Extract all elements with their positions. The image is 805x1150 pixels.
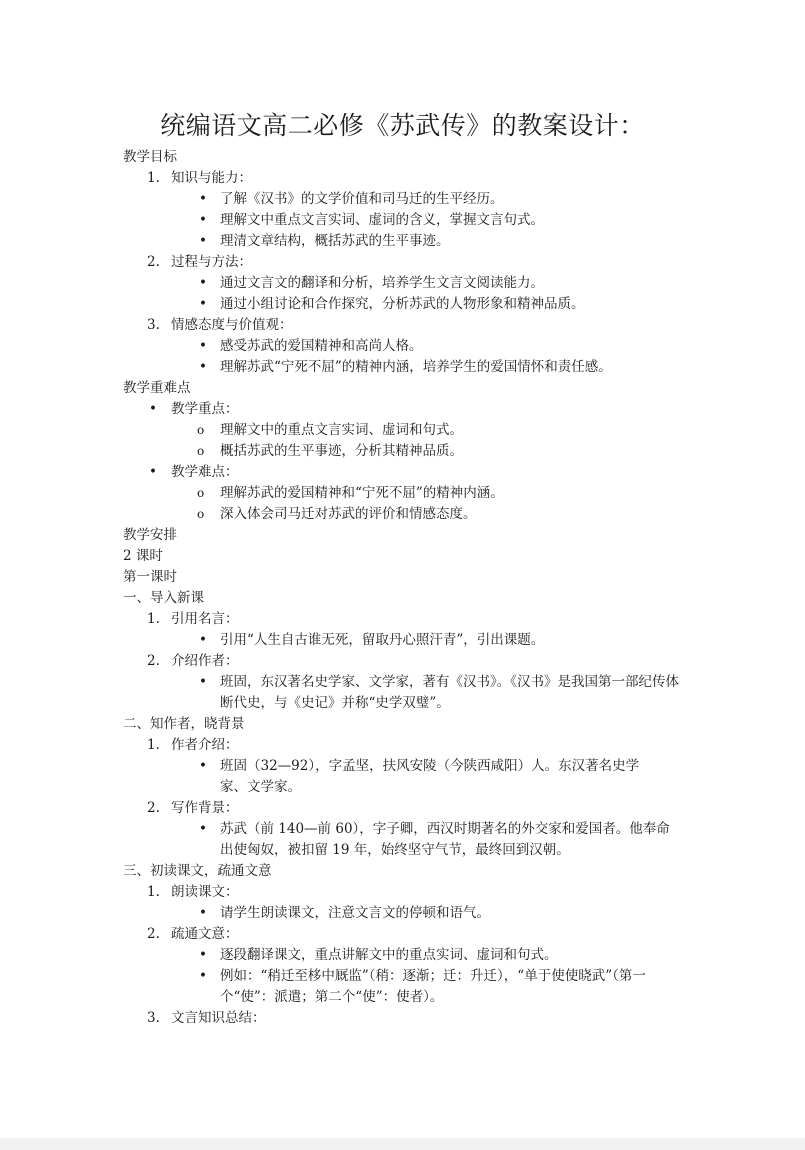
list-item-text: 理解文中的重点文言实词、虚词和句式。 <box>220 422 463 438</box>
bullet-icon: • <box>199 905 207 921</box>
document-body <box>123 147 703 1029</box>
list-label: 过程与方法： <box>171 254 252 270</box>
list-label: 写作背景： <box>171 800 239 816</box>
list-item <box>123 210 703 231</box>
list-item-text: 理清文章结构，概括苏武的生平事迹。 <box>220 233 450 249</box>
section-heading-arrangement: 教学安排 <box>123 527 177 543</box>
list-item-text: 班固，东汉著名史学家、文学家，著有《汉书》。《汉书》是我国第一部纪传体断代史，与《史记》并称“史学双璧”。 <box>220 674 679 711</box>
part-heading-1: 一、导入新课 <box>123 590 204 606</box>
part1-step-2 <box>123 651 703 672</box>
list-number: 3. <box>147 317 160 333</box>
bullet-icon: • <box>199 296 207 312</box>
list-number: 2. <box>147 926 160 942</box>
circle-bullet-icon: o <box>197 423 205 437</box>
goal-3 <box>123 315 703 336</box>
bullet-icon: • <box>199 674 207 690</box>
list-item <box>123 336 703 357</box>
hard-points <box>123 462 703 483</box>
part3-step-2 <box>123 924 703 945</box>
list-item <box>123 441 703 462</box>
list-label: 文言知识总结： <box>171 1010 266 1026</box>
bullet-icon: • <box>199 632 207 648</box>
list-number: 1. <box>147 170 160 186</box>
list-item <box>123 420 703 441</box>
part-heading-3: 三、初读课文，疏通文意 <box>123 863 272 879</box>
list-item-text: 引用“人生自古谁无死，留取丹心照汗青”，引出课题。 <box>220 632 545 648</box>
list-label: 引用名言： <box>171 611 239 627</box>
list-item-text: 例如：“稍迁至栘中厩监”（稍：逐渐；迁：升迁），“单于使使晓武”（第一个“使”：派遣；第二个“使”：使者）。 <box>220 968 646 1005</box>
list-item <box>123 966 680 1008</box>
page-title: 统编语文高二必修《苏武传》的教案设计： <box>160 111 645 140</box>
bullet-icon: • <box>199 947 207 963</box>
list-item-text: 了解《汉书》的文学价值和司马迁的生平经历。 <box>220 191 504 207</box>
list-item <box>123 630 703 651</box>
section-heading-difficulty: 教学重难点 <box>123 380 191 396</box>
list-number: 2. <box>147 800 160 816</box>
circle-bullet-icon: o <box>197 486 205 500</box>
list-label: 作者介绍： <box>171 737 239 753</box>
part2-step-2 <box>123 798 703 819</box>
list-item-text: 概括苏武的生平事迹，分析其精神品质。 <box>220 443 463 459</box>
class-hours: 2 课时 <box>123 548 163 564</box>
bullet-icon: • <box>149 401 157 417</box>
list-item <box>123 357 703 378</box>
bullet-icon: • <box>199 968 207 984</box>
goal-1 <box>123 168 703 189</box>
list-number: 1. <box>147 611 160 627</box>
list-number: 3. <box>147 1010 160 1026</box>
bullet-icon: • <box>199 338 207 354</box>
bullet-icon: • <box>199 212 207 228</box>
list-item-text: 感受苏武的爱国精神和高尚人格。 <box>220 338 423 354</box>
list-item-text: 班固（32—92），字孟坚，扶风安陵（今陕西咸阳）人。东汉著名史学家、文学家。 <box>220 758 640 795</box>
lesson-heading: 第一课时 <box>123 569 177 585</box>
bullet-icon: • <box>199 821 207 837</box>
list-number: 2. <box>147 254 160 270</box>
list-item-text: 苏武（前 140—前 60），字子卿，西汉时期著名的外交家和爱国者。他奉命出使匈奴，被扣留 19 年，始终坚守气节，最终回到汉朝。 <box>220 821 670 858</box>
list-label: 疏通文意： <box>171 926 239 942</box>
part-heading-2: 二、知作者，晓背景 <box>123 716 245 732</box>
list-item-text: 理解苏武的爱国精神和“宁死不屈”的精神内涵。 <box>220 485 504 501</box>
list-number: 1. <box>147 737 160 753</box>
list-item <box>123 294 703 315</box>
bullet-icon: • <box>199 275 207 291</box>
list-item-text: 通过小组讨论和合作探究，分析苏武的人物形象和精神品质。 <box>220 296 585 312</box>
part2-step-1 <box>123 735 703 756</box>
bullet-icon: • <box>199 359 207 375</box>
list-item-text: 通过文言文的翻译和分析，培养学生文言文阅读能力。 <box>220 275 544 291</box>
bullet-icon: • <box>199 233 207 249</box>
list-item-text: 逐段翻译课文，重点讲解文中的重点实词、虚词和句式。 <box>220 947 558 963</box>
bullet-icon: • <box>199 191 207 207</box>
list-number: 2. <box>147 653 160 669</box>
circle-bullet-icon: o <box>197 444 205 458</box>
list-item <box>123 903 703 924</box>
part3-step-1 <box>123 882 703 903</box>
page-bottom-edge <box>0 1138 805 1150</box>
list-label: 介绍作者： <box>171 653 239 669</box>
list-item <box>123 189 703 210</box>
key-points <box>123 399 703 420</box>
list-item-text: 理解苏武“宁死不屈”的精神内涵，培养学生的爱国情怀和责任感。 <box>220 359 612 375</box>
bullet-icon: • <box>199 758 207 774</box>
list-item <box>123 231 703 252</box>
part3-step-3 <box>123 1008 703 1029</box>
list-label: 情感态度与价值观： <box>171 317 293 333</box>
list-number: 1. <box>147 884 160 900</box>
list-item <box>123 672 680 714</box>
list-item <box>123 756 660 798</box>
circle-bullet-icon: o <box>197 507 205 521</box>
section-heading-goals: 教学目标 <box>123 149 177 165</box>
list-item-text: 请学生朗读课文，注意文言文的停顿和语气。 <box>220 905 490 921</box>
list-label: 教学重点： <box>171 401 239 417</box>
list-item <box>123 273 703 294</box>
list-label: 朗读课文： <box>171 884 239 900</box>
list-item-text: 深入体会司马迁对苏武的评价和情感态度。 <box>220 506 477 522</box>
list-item <box>123 483 703 504</box>
list-item-text: 理解文中重点文言实词、虚词的含义，掌握文言句式。 <box>220 212 544 228</box>
bullet-icon: • <box>149 464 157 480</box>
list-item <box>123 945 703 966</box>
list-label: 知识与能力： <box>171 170 252 186</box>
list-label: 教学难点： <box>171 464 239 480</box>
list-item <box>123 819 680 861</box>
part1-step-1 <box>123 609 703 630</box>
list-item <box>123 504 703 525</box>
goal-2 <box>123 252 703 273</box>
